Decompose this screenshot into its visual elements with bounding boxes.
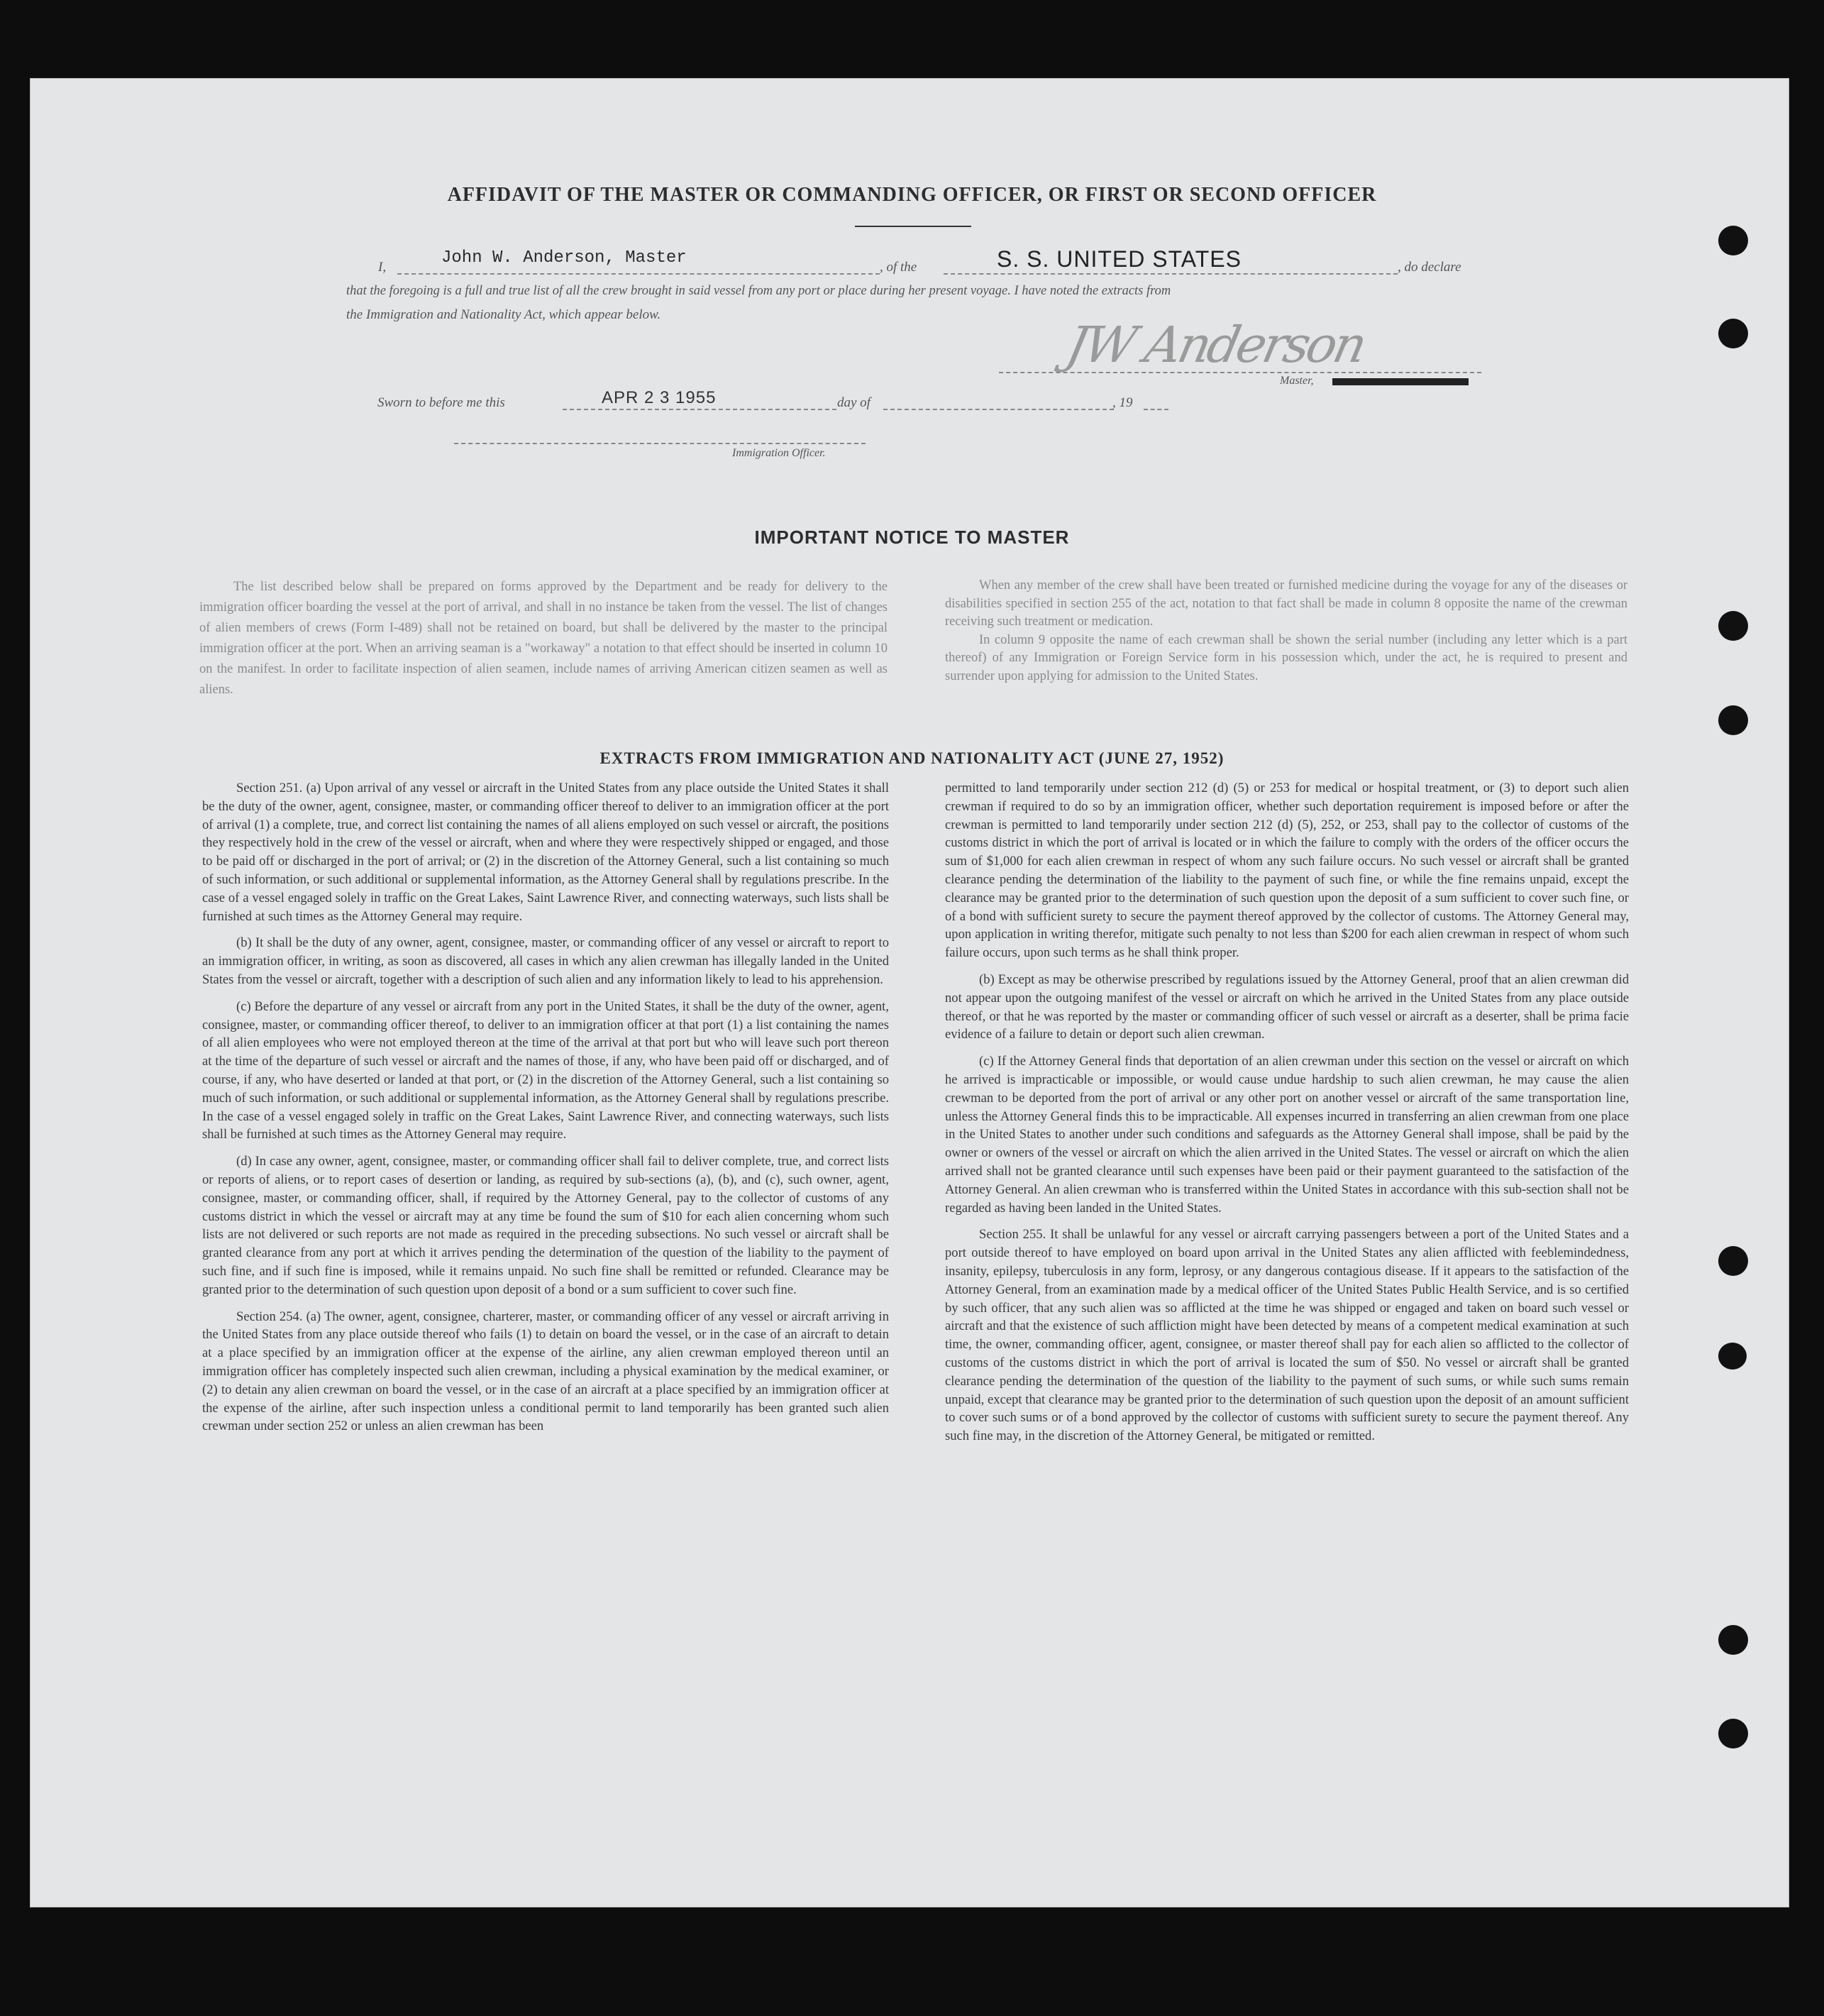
master-name: John W. Anderson, Master xyxy=(441,248,687,268)
of-the-label: , of the xyxy=(880,260,917,275)
extracts-left-column xyxy=(202,779,889,1444)
master-name-line xyxy=(397,272,880,275)
officer-signature-line xyxy=(454,441,866,444)
binder-hole-3 xyxy=(1718,611,1748,641)
signature-line xyxy=(999,370,1481,373)
sworn-label: Sworn to before me this xyxy=(377,395,505,410)
master-label: Master, xyxy=(1280,375,1314,387)
section-254-c: (c) If the Attorney General finds that deportation of an alien crewman under this section on the vessel or aircraft on which he arrived is impracticable or impossible, or would cause undue hardship to such alien crewman, he may cause the alien crewman to be deported from the port of arrival or any other port on another vessel or aircraft of the same transportation line, unless the Attorney General finds this to be impracticable. All expenses incurred in transferring an alien crewman from one place in the United States to another under such conditions and safeguards as the Attorney General shall impose, shall be paid by the owner or owners of the vessel or aircraft on which the alien arrived in the United States. The vessel or aircraft on which the alien arrived shall not be granted clearance until such expenses have been paid or their payment guaranteed to the satisfaction of the Attorney General. An alien crewman who is transferred within the United States in accordance with this sub-section shall not be regarded as having been landed in the United States. xyxy=(945,1054,1629,1216)
year-label: , 19 xyxy=(1112,395,1133,410)
section-254-b: (b) Except as may be otherwise prescribed by regulations issued by the Attorney General, proof that an alien crewman did not appear upon the outgoing manifest of the vessel or aircraft on which he arrived in the United States from any place outside thereof, or that he was reported by the master or commanding officer of such vessel or aircraft as a deserter, shall be prima facie evidence of a failure to detain or deport such alien crewman. xyxy=(945,971,1629,1042)
declaration-line-3: the Immigration and Nationality Act, which appear below. xyxy=(346,307,661,322)
binder-hole-4 xyxy=(1718,705,1748,735)
section-255: Section 255. It shall be unlawful for any vessel or aircraft carrying passengers between a port of the United States and a port outside thereof to have employed on board upon arrival in the United States any alien afflicted with feeblemindedness, insanity, epilepsy, tuberculosis in any form, leprosy, or any dangerous contagious disease. If it appears to the satisfaction of the Attorney General, from an examination made by a medical officer of the United States Public Health Service, and is so certified by such officer, that any such alien was so afflicted at the time he was shipped or engaged and taken on board such vessel or aircraft and that the existence of such affliction might have been detected by means of a competent medical examination at such time, the owner, commanding officer, agent, consignee, or master thereof shall pay for each alien so afflicted to the collector of customs of the customs district in which the port of arrival is located the sum of $50. No vessel or aircraft shall be granted clearance pending the determination of the question of the liability to the payment of such sums, or while such sums remain unpaid, except that clearance may be granted prior to the determination of such question upon the deposit of an amount sufficient to cover such sums or of a bond approved by the collector of customs with sufficient surety to secure the payment thereof. Any such fine may, in the discretion of the Attorney General, be mitigated or remitted. xyxy=(945,1227,1629,1444)
binder-hole-6 xyxy=(1718,1343,1747,1370)
redacted-title xyxy=(1332,378,1469,385)
binder-hole-5 xyxy=(1718,1246,1748,1276)
notice-left-paragraph: The list described below shall be prepared on forms approved by the Department and be ready for delivery to the immigration officer boarding the vessel at the port of arrival, and shall in no instance be taken from the vessel. The list of changes of alien members of crews (Form I-489) shall not be retained on board, but shall be delivered by the master to the principal immigration officer at the port. When an arriving seaman is a "workaway" a notation to that effect should be inserted in column 10 on the manifest. In order to facilitate inspection of alien seamen, include names of arriving American citizen seamen as well as aliens. xyxy=(199,580,888,697)
extracts-heading: EXTRACTS FROM IMMIGRATION AND NATIONALITY ACT (JUNE 27, 1952) xyxy=(599,749,1225,767)
month-line xyxy=(883,407,1114,410)
declaration-line-2: that the foregoing is a full and true list of all the crew brought in said vessel from any port or place during her present voyage. I have noted the extracts from xyxy=(346,284,1171,298)
sworn-date: APR 2 3 1955 xyxy=(602,388,717,407)
i-label: I, xyxy=(378,260,387,275)
section-251-d: (d) In case any owner, agent, consignee, master, or commanding officer shall fail to deliver complete, true, and correct lists or reports of aliens, or to report cases of desertion or landing, as required by sub-sections (a), (b), and (c), such owner, agent, consignee, master, or commanding officer, shall, if required by the Attorney General, pay to the collector of customs of any customs district in which the vessel or aircraft may at any time be found the sum of $10 for each alien concerning whom such lists are not delivered or such reports are not made as required in the preceding subsections. No such vessel or aircraft shall be granted clearance from any port at which it arrives pending the determination of the question of the liability to the payment of such fine, and if such fine is imposed, while it remains unpaid. No such fine shall be remitted or refunded. Clearance may be granted prior to the determination of such question upon deposit of a bond or a sum sufficient to cover such fine. xyxy=(202,1154,889,1297)
extracts-right-column xyxy=(945,779,1629,1454)
section-251-c: (c) Before the departure of any vessel or aircraft from any port in the United States, it shall be the duty of the owner, agent, consignee, master, or commanding officer thereof, to deliver to an immigration officer at that port (1) a list containing the names of all alien employees who were not employed thereon at the time of the arrival at that port but who will leave such port thereon at the time of the departure of such vessel or aircraft and the names of those, if any, who have been paid off or discharged, and of course, if any, who have deserted or landed at that port, or (2) in the discretion of the Attorney General, such a list containing so much of such information, or such additional or supplemental information, as the Attorney General shall by regulations prescribe. In the case of a vessel engaged solely in traffic on the Great Lakes, Saint Lawrence River, and connecting waterways, such lists shall be furnished at such times as the Attorney General may require. xyxy=(202,998,889,1142)
vessel-name: S. S. UNITED STATES xyxy=(997,246,1242,272)
notice-left xyxy=(199,577,888,700)
notice-right-paragraph-1: When any member of the crew shall have been treated or furnished medicine during the voyage for any of the diseases or disabilities specified in section 255 of the act, notation to that fact shall be made in column 8 opposite the name of the crewman receiving such treatment or medication. xyxy=(945,578,1627,629)
year-line xyxy=(1144,407,1168,410)
section-251-a: Section 251. (a) Upon arrival of any vessel or aircraft in the United States from any place outside the United States it shall be the duty of the owner, agent, consignee, master, or commanding officer thereof to deliver to an immigration officer at the port of arrival (1) a complete, true, and correct list containing the names of all aliens employed on such vessel or aircraft, the positions they respectively hold in the crew of the vessel or aircraft, when and where they were respectively shipped or engaged, and those to be paid off or discharged in the port of arrival; or (2) in the discretion of the Attorney General, such a list containing so much of such information, or such additional or supplemental information, as the Attorney General shall by regulations prescribe. In the case of a vessel engaged solely in traffic on the Great Lakes, Saint Lawrence River, and connecting waterways, such lists shall be furnished at such times as the Attorney General may require. xyxy=(202,781,889,924)
binder-hole-1 xyxy=(1718,226,1748,255)
section-254-a: Section 254. (a) The owner, agent, consignee, charterer, master, or commanding officer of any vessel or aircraft arriving in the United States from any place outside thereof who fails (1) to detain on board the vessel, or in the case of an aircraft to detain at a place specified by an immigration officer at the expense of the airline, any alien crewman employed thereon until an immigration officer has completely inspected such alien crewman, including a physical examination by the medical examiner, or (2) to detain any alien crewman on board the vessel, or in the case of an aircraft at a place specified by an immigration officer at the expense of the airline, after such inspection unless a conditional permit to land temporarily has been granted such alien crewman under section 252 or unless an alien crewman has been xyxy=(202,1309,889,1434)
title-rule xyxy=(855,226,971,227)
officer-label: Immigration Officer. xyxy=(732,447,826,459)
section-251-b: (b) It shall be the duty of any owner, agent, consignee, master, or commanding officer of any vessel or aircraft to report to an immigration officer, in writing, as soon as discovered, all cases in which any alien crewman has illegally landed in the United States from the vessel or aircraft, together with a description of such alien and any information likely to lead to his apprehension. xyxy=(202,935,889,987)
notice-right-paragraph-2: In column 9 opposite the name of each crewman shall be shown the serial number (including any letter which is a part thereof) of any Immigration or Foreign Service form in his possession which, under the act, he is required to present and surrender upon applying for admission to the United States. xyxy=(945,632,1627,683)
notice-heading: IMPORTANT NOTICE TO MASTER xyxy=(754,527,1070,548)
binder-hole-2 xyxy=(1718,319,1748,348)
day-of-label: day of xyxy=(837,395,870,410)
section-254-a-continued: permitted to land temporarily under section 212 (d) (5) or 253 for medical or hospital treatment, or (3) to deport such alien crewman if required to do so by an immigration officer, whether such deportation requirement is imposed before or after the crewman is permitted to land temporarily under section 212 (d) (5), 252, or 253, shall pay to the collector of customs of the customs district in which the port of arrival is located or in which the failure to comply with the orders of the officer occurs the sum of $1,000 for each alien crewman in respect of whom any such failure occurs. No such vessel or aircraft shall be granted clearance pending the determination of the liability to the payment of such fine, or while the fine remains unpaid, except the clearance may be granted prior to the determination of such question upon the deposit of a sum sufficient to cover such fine, or of a bond with sufficient surety to secure the payment thereof approved by the collector of customs. The Attorney General may, upon application in writing therefor, mitigate such penalty to not less than $200 for each alien crewman in respect of whom such failure occurs, upon such terms as he shall think proper. xyxy=(945,781,1629,961)
binder-hole-7 xyxy=(1718,1625,1748,1655)
affidavit-title: AFFIDAVIT OF THE MASTER OR COMMANDING OFFICER, OR FIRST OR SECOND OFFICER xyxy=(447,184,1377,206)
binder-hole-8 xyxy=(1718,1719,1748,1748)
notice-right xyxy=(945,577,1627,685)
do-declare-label: , do declare xyxy=(1398,260,1461,275)
master-signature: JW Anderson xyxy=(1061,316,1370,374)
